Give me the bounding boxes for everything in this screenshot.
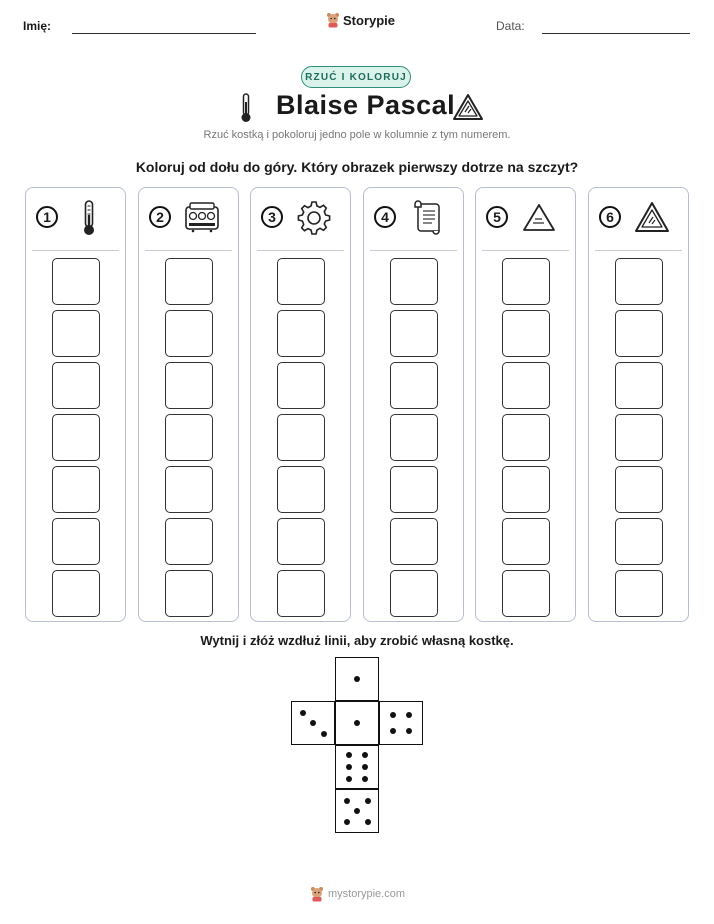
color-cell[interactable] — [165, 310, 213, 357]
die-face-4 — [379, 701, 423, 745]
subtitle: Rzuć kostką i pokoloruj jedno pole w kolumnie z tym numerem. — [203, 129, 511, 141]
name-label: Imię: — [23, 19, 52, 33]
color-cell[interactable] — [52, 570, 100, 617]
color-cell[interactable] — [390, 362, 438, 409]
instruction: Koloruj od dołu do góry. Który obrazek pierwszy dotrze na szczyt? — [135, 159, 579, 175]
color-cell[interactable] — [615, 466, 663, 513]
color-cell[interactable] — [615, 518, 663, 565]
column-6 — [588, 187, 689, 622]
color-cell[interactable] — [277, 466, 325, 513]
die-pip — [362, 752, 368, 758]
gear-icon — [295, 199, 333, 237]
bear-mascot-icon — [326, 12, 340, 28]
die-pip — [362, 764, 368, 770]
die-face-6 — [335, 745, 379, 789]
color-cell[interactable] — [277, 518, 325, 565]
color-cell[interactable] — [165, 258, 213, 305]
thermometer-icon — [70, 199, 108, 237]
column-divider — [32, 250, 119, 251]
footer-bear-icon — [310, 886, 324, 902]
color-cell[interactable] — [502, 466, 550, 513]
die-pip — [344, 798, 350, 804]
column-1 — [25, 187, 126, 622]
column-number: 5 — [486, 206, 508, 228]
die-pip — [310, 720, 316, 726]
pascal-triangle-icon — [633, 199, 671, 237]
column-header — [251, 188, 350, 250]
color-cell[interactable] — [277, 570, 325, 617]
column-divider — [482, 250, 569, 251]
color-cell[interactable] — [165, 362, 213, 409]
pascaline-calculator-icon — [183, 199, 221, 237]
color-cell[interactable] — [615, 258, 663, 305]
color-cell[interactable] — [502, 570, 550, 617]
color-cell[interactable] — [502, 258, 550, 305]
color-cell[interactable] — [277, 258, 325, 305]
color-cell[interactable] — [52, 362, 100, 409]
color-cell[interactable] — [277, 310, 325, 357]
column-header — [139, 188, 238, 250]
date-label: Data: — [496, 19, 525, 33]
die-face-3 — [291, 701, 335, 745]
color-cell[interactable] — [390, 414, 438, 461]
column-number: 3 — [261, 206, 283, 228]
die-pip — [354, 808, 360, 814]
die-pip — [406, 728, 412, 734]
die-face-5 — [335, 789, 379, 833]
brand-name: Storypie — [343, 12, 396, 28]
color-cell[interactable] — [390, 258, 438, 305]
die-pip — [390, 728, 396, 734]
die-pip — [406, 712, 412, 718]
page-title: Blaise Pascal — [276, 90, 456, 120]
footer-url: mystorypie.com — [328, 888, 406, 900]
color-cell[interactable] — [390, 518, 438, 565]
die-pip — [362, 776, 368, 782]
column-divider — [257, 250, 344, 251]
color-cell[interactable] — [502, 518, 550, 565]
die-pip — [346, 764, 352, 770]
color-cell[interactable] — [52, 414, 100, 461]
column-number: 1 — [36, 206, 58, 228]
color-cell[interactable] — [52, 310, 100, 357]
color-cell[interactable] — [615, 414, 663, 461]
column-header — [26, 188, 125, 250]
title-thermometer-icon — [238, 92, 254, 124]
color-cell[interactable] — [502, 362, 550, 409]
column-4 — [363, 187, 464, 622]
color-cell[interactable] — [165, 518, 213, 565]
color-cell[interactable] — [390, 310, 438, 357]
color-cell[interactable] — [52, 258, 100, 305]
die-pip — [354, 720, 360, 726]
activity-badge: RZUĆ I KOLORUJ — [301, 66, 411, 88]
column-divider — [595, 250, 682, 251]
die-pip — [344, 819, 350, 825]
die-pip — [390, 712, 396, 718]
brand-logo — [326, 12, 395, 28]
footer — [310, 886, 405, 902]
column-header — [364, 188, 463, 250]
color-cell[interactable] — [502, 414, 550, 461]
column-2 — [138, 187, 239, 622]
column-divider — [145, 250, 232, 251]
column-3 — [250, 187, 351, 622]
die-pip — [365, 798, 371, 804]
date-line[interactable] — [542, 33, 690, 34]
column-header — [589, 188, 688, 250]
triangle-icon — [520, 199, 558, 237]
column-5 — [475, 187, 576, 622]
color-cell[interactable] — [52, 518, 100, 565]
name-line[interactable] — [72, 33, 256, 34]
color-cell[interactable] — [615, 362, 663, 409]
column-number: 4 — [374, 206, 396, 228]
color-cell[interactable] — [277, 362, 325, 409]
die-pip — [346, 776, 352, 782]
color-cell[interactable] — [165, 414, 213, 461]
die-face-1 — [335, 701, 379, 745]
column-header — [476, 188, 575, 250]
die-pip — [365, 819, 371, 825]
color-cell[interactable] — [277, 414, 325, 461]
die-pip — [354, 676, 360, 682]
color-cell[interactable] — [165, 570, 213, 617]
column-number: 2 — [149, 206, 171, 228]
scroll-icon — [408, 199, 446, 237]
color-cell[interactable] — [165, 466, 213, 513]
column-divider — [370, 250, 457, 251]
color-cell[interactable] — [615, 310, 663, 357]
die-pip — [300, 710, 306, 716]
color-cell[interactable] — [502, 310, 550, 357]
color-cell[interactable] — [390, 466, 438, 513]
cut-instruction: Wytnij i złóż wzdłuż linii, aby zrobić własną kostkę. — [200, 633, 514, 648]
color-cell[interactable] — [52, 466, 100, 513]
die-pip — [346, 752, 352, 758]
title-pascal-triangle-icon — [451, 92, 485, 122]
die-face-1 — [335, 657, 379, 701]
die-pip — [321, 731, 327, 737]
color-cell[interactable] — [615, 570, 663, 617]
color-cell[interactable] — [390, 570, 438, 617]
column-number: 6 — [599, 206, 621, 228]
